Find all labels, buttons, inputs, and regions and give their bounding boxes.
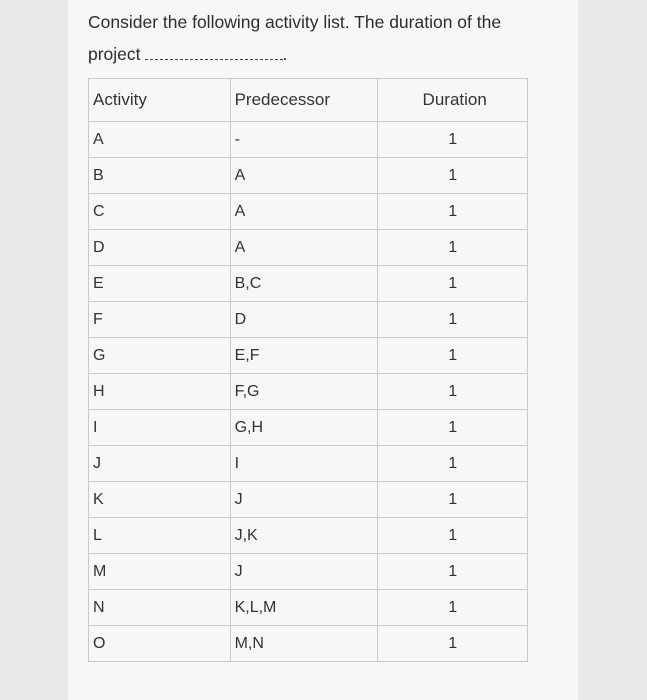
duration-cell: 1: [378, 518, 528, 554]
duration-cell: 1: [378, 230, 528, 266]
activity-cell: A: [89, 122, 231, 158]
predecessor-cell: G,H: [230, 410, 378, 446]
activity-cell: J: [89, 446, 231, 482]
duration-cell: 1: [378, 554, 528, 590]
table-row: [89, 554, 528, 590]
question-text: [88, 6, 558, 70]
predecessor-cell: J: [230, 482, 378, 518]
duration-cell: 1: [378, 338, 528, 374]
duration-cell: 1: [378, 626, 528, 662]
activity-cell: E: [89, 266, 231, 302]
duration-cell: 1: [378, 590, 528, 626]
table-row: [89, 338, 528, 374]
activity-cell: F: [89, 302, 231, 338]
question-project-word: project: [88, 44, 141, 64]
table-row: [89, 626, 528, 662]
activity-cell: I: [89, 410, 231, 446]
table-row: [89, 194, 528, 230]
activity-cell: B: [89, 158, 231, 194]
table-row: [89, 302, 528, 338]
activity-cell: M: [89, 554, 231, 590]
table-header-row: [89, 79, 528, 122]
predecessor-cell: D: [230, 302, 378, 338]
activity-cell: C: [89, 194, 231, 230]
duration-cell: 1: [378, 266, 528, 302]
activity-cell: N: [89, 590, 231, 626]
table-row: [89, 230, 528, 266]
table-row: [89, 590, 528, 626]
predecessor-cell: J,K: [230, 518, 378, 554]
duration-cell: 1: [378, 410, 528, 446]
predecessor-cell: F,G: [230, 374, 378, 410]
table-row: [89, 266, 528, 302]
duration-cell: 1: [378, 302, 528, 338]
activity-cell: H: [89, 374, 231, 410]
predecessor-cell: B,C: [230, 266, 378, 302]
answer-blank: [145, 45, 283, 60]
table-row: [89, 482, 528, 518]
predecessor-cell: A: [230, 230, 378, 266]
header-activity: Activity: [89, 79, 231, 122]
activity-cell: G: [89, 338, 231, 374]
duration-cell: 1: [378, 482, 528, 518]
table-row: [89, 518, 528, 554]
predecessor-cell: E,F: [230, 338, 378, 374]
table-body: [89, 122, 528, 662]
table-row: [89, 374, 528, 410]
predecessor-cell: A: [230, 194, 378, 230]
header-predecessor: Predecessor: [230, 79, 378, 122]
duration-cell: 1: [378, 194, 528, 230]
predecessor-cell: M,N: [230, 626, 378, 662]
question-line-2: project .: [88, 44, 288, 64]
table-row: [89, 446, 528, 482]
duration-cell: 1: [378, 374, 528, 410]
predecessor-cell: I: [230, 446, 378, 482]
table-row: [89, 158, 528, 194]
question-line-1: Consider the following activity list. The duration of the: [88, 12, 502, 32]
duration-cell: 1: [378, 158, 528, 194]
duration-cell: 1: [378, 122, 528, 158]
predecessor-cell: J: [230, 554, 378, 590]
table-row: [89, 122, 528, 158]
table-row: [89, 410, 528, 446]
header-duration: Duration: [378, 79, 528, 122]
activity-cell: O: [89, 626, 231, 662]
activity-cell: D: [89, 230, 231, 266]
activity-table: [88, 78, 528, 662]
duration-cell: 1: [378, 446, 528, 482]
predecessor-cell: -: [230, 122, 378, 158]
activity-cell: K: [89, 482, 231, 518]
predecessor-cell: K,L,M: [230, 590, 378, 626]
activity-cell: L: [89, 518, 231, 554]
predecessor-cell: A: [230, 158, 378, 194]
